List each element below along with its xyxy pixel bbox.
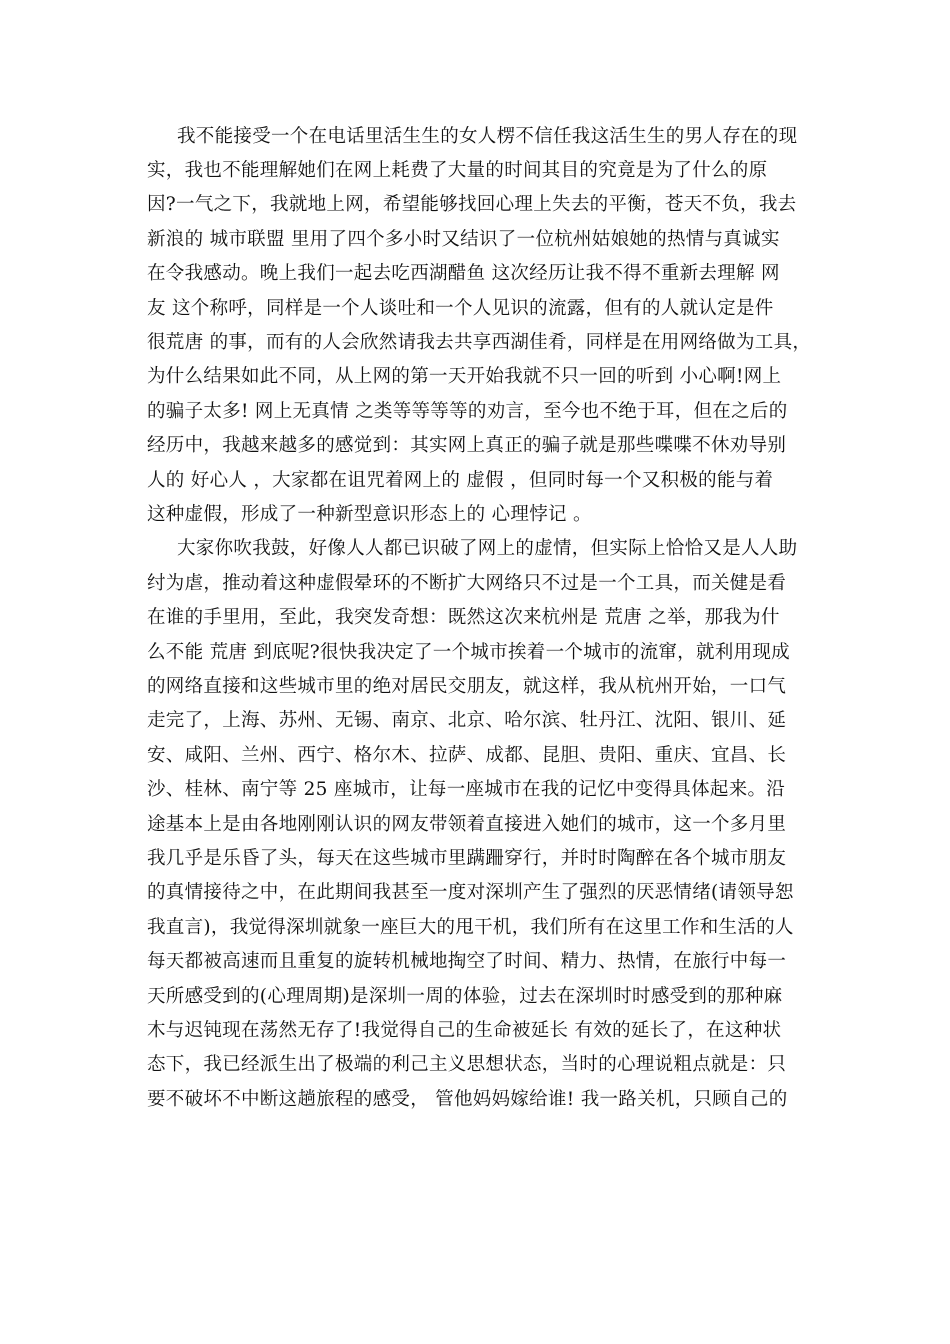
text-line: 人的 好心人 ，大家都在诅咒着网上的 虚假 ，但同时每一个又积极的能与着 xyxy=(147,470,774,491)
text-line: 我直言)，我觉得深圳就象一座巨大的甩干机，我们所有在这里工作和生活的人 xyxy=(147,917,794,938)
text-line: 途基本上是由各地刚刚认识的网友带领着直接进入她们的城市，这一个多月里 xyxy=(147,814,787,835)
text-line: 实，我也不能理解她们在网上耗费了大量的时间其目的究竟是为了什么的原 xyxy=(147,160,768,181)
text-line: 大家你吹我鼓，好像人人都已识破了网上的虚情，但实际上恰恰又是人人助 xyxy=(177,538,798,559)
text-line: 木与迟钝现在荡然无存了!我觉得自己的生命被延长 有效的延长了，在这种状 xyxy=(147,1020,782,1041)
text-line: 我几乎是乐昏了头，每天在这些城市里蹒跚穿行，并时时陶醉在各个城市朋友 xyxy=(147,848,787,869)
text-line: 因?一气之下，我就地上网，希望能够找回心理上失去的平衡，苍天不负，我去 xyxy=(147,194,797,215)
text-line: 友 这个称呼，同样是一个人谈吐和一个人见识的流露，但有的人就认定是件 xyxy=(147,298,774,319)
text-line: 很荒唐 的事，而有的人会欣然请我去共享西湖佳肴，同样是在用网络做为工具， xyxy=(147,332,812,353)
text-line: 天所感受到的(心理周期)是深圳一周的体验，过去在深圳时时感受到的那种麻 xyxy=(147,986,783,1007)
text-line: 要不破坏不中断这趟旅程的感受， 管他妈妈嫁给谁! 我一路关机，只顾自己的 xyxy=(147,1089,788,1110)
text-line: 我不能接受一个在电话里活生生的女人楞不信任我这活生生的男人存在的现 xyxy=(177,126,798,147)
text-line: 纣为虐，推动着这种虚假晕环的不断扩大网络只不过是一个工具，而关健是看 xyxy=(147,573,787,594)
text-line: 的网络直接和这些城市里的绝对居民交朋友，就这样，我从杭州开始，一口气 xyxy=(147,676,787,697)
text-line: 这种虚假，形成了一种新型意识形态上的 心理悖记 。 xyxy=(147,504,592,525)
text-line: 为什么结果如此不同，从上网的第一天开始我就不只一回的听到 小心啊!网上 xyxy=(147,366,782,387)
text-line: 么不能 荒唐 到底呢?很快我决定了一个城市挨着一个城市的流窜，就利用现成 xyxy=(147,642,790,663)
text-line: 在令我感动。晚上我们一起去吃西湖醋鱼 这次经历让我不得不重新去理解 网 xyxy=(147,263,780,284)
text-line: 经历中，我越来越多的感觉到：其实网上真正的骗子就是那些喋喋不休劝导别 xyxy=(147,435,787,456)
text-line: 在谁的手里用，至此，我突发奇想：既然这次来杭州是 荒唐 之举，那我为什 xyxy=(147,607,780,628)
text-line: 安、咸阳、兰州、西宁、格尔木、拉萨、成都、昆胆、贵阳、重庆、宜昌、长 xyxy=(147,745,787,766)
text-line: 的真情接待之中，在此期间我甚至一度对深圳产生了强烈的厌恶情绪(请领导恕 xyxy=(147,882,794,903)
text-line: 的骗子太多! 网上无真情 之类等等等等的劝言，至今也不绝于耳，但在之后的 xyxy=(147,401,788,422)
text-line: 每天都被高速而且重复的旋转机械地掏空了时间、精力、热情，在旅行中每一 xyxy=(147,951,787,972)
text-line: 新浪的 城市联盟 里用了四个多小时又结识了一位杭州姑娘她的热情与真诚实 xyxy=(147,229,780,250)
text-line: 态下，我已经派生出了极端的利己主义思想状态，当时的心理说粗点就是：只 xyxy=(147,1054,787,1075)
text-line: 走完了，上海、苏州、无锡、南京、北京、哈尔滨、牡丹江、沈阳、银川、延 xyxy=(147,710,787,731)
text-line: 沙、桂林、南宁等 25 座城市，让每一座城市在我的记忆中变得具体起来。沿 xyxy=(147,779,786,800)
